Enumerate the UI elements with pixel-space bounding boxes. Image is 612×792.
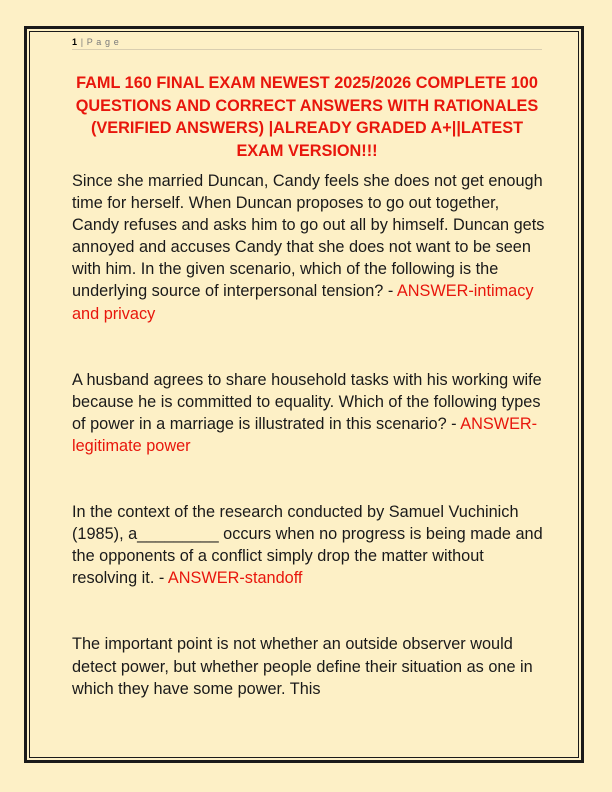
answer-text: ANSWER-intimacy and privacy — [72, 282, 534, 323]
question-list — [72, 170, 546, 744]
page-header — [72, 37, 542, 50]
page-number: 1 — [72, 37, 78, 47]
question-text: In the context of the research conducted by Samuel Vuchinich (1985), a_________ occurs when no progress is being made and the opponents of a conflict simply drop the matter without resolving it. - — [72, 503, 543, 588]
document-title: FAML 160 FINAL EXAM NEWEST 2025/2026 COMPLETE 100 QUESTIONS AND CORRECT ANSWERS WITH RATIONALES (VERIFIED ANSWERS) |ALREADY GRADED A+||LATEST EXAM VERSION!!! — [75, 74, 539, 161]
question-text: The important point is not whether an outside observer would detect power, but whether people define their situation as one in which they have some power. This — [72, 635, 533, 698]
question-item — [72, 170, 546, 325]
question-item — [72, 501, 546, 589]
answer-text: ANSWER-standoff — [167, 569, 303, 588]
question-item — [72, 633, 546, 699]
page-label: P a g e — [86, 37, 120, 47]
question-text: A husband agrees to share household tasks with his working wife because he is committed to equality. Which of the following types of power in a marriage is illustrated in this scenario? - — [72, 370, 542, 433]
question-text: Since she married Duncan, Candy feels she does not get enough time for herself. When Duncan proposes to go out together, Candy refuses and asks him to go out all by himself. Duncan gets annoyed and accuses Candy that she does not want to be seen with him. In the given scenario, which of the following is the underlying source of interpersonal tension? - — [72, 172, 545, 301]
answer-text: ANSWER-legitimate power — [72, 414, 538, 455]
page-separator: | — [77, 37, 87, 47]
question-item — [72, 369, 546, 457]
